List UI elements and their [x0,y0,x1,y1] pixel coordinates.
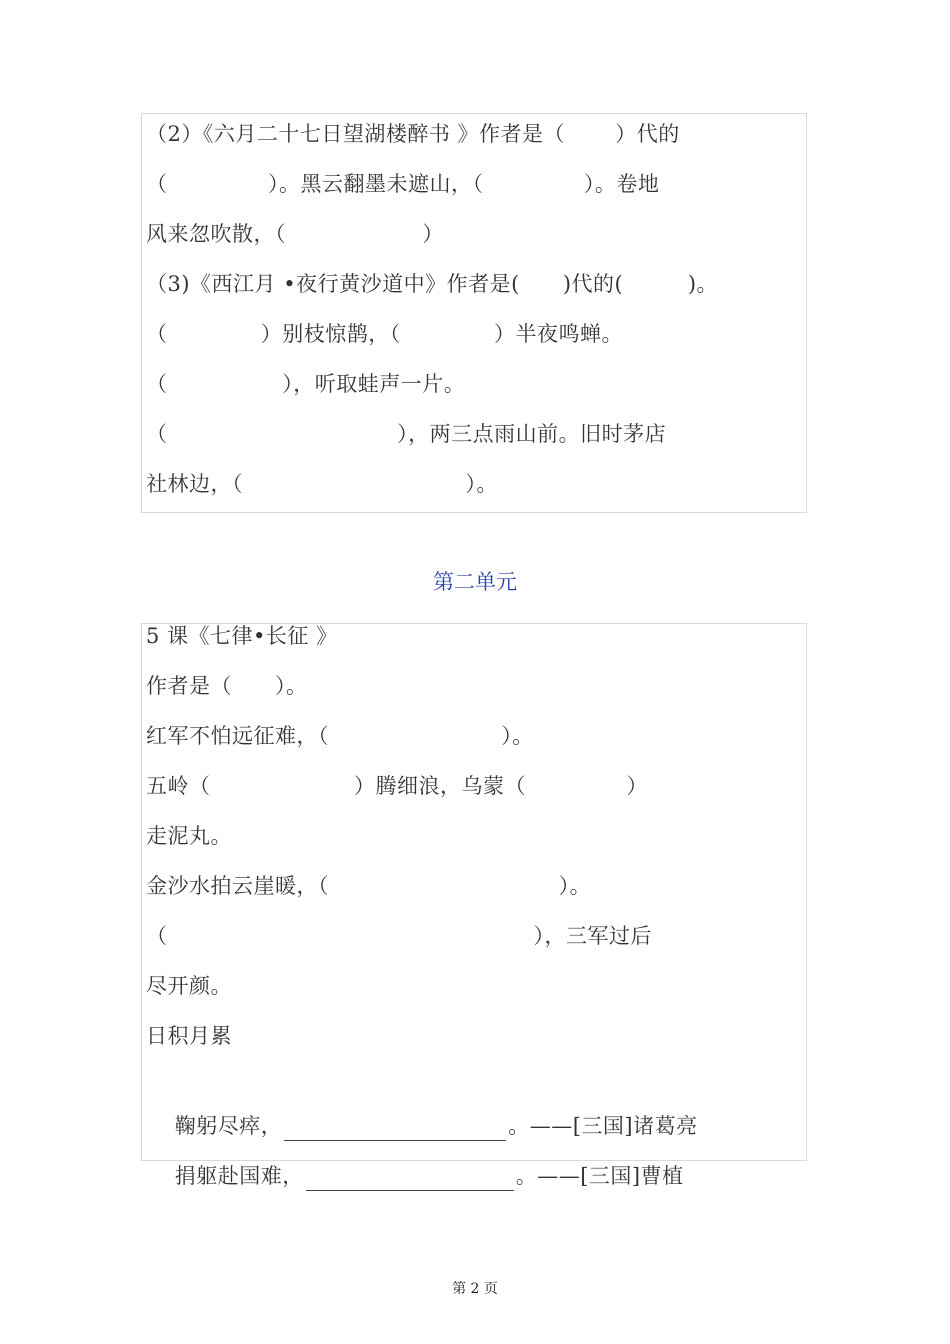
text-line: 走泥丸。 [146,824,232,848]
answer-blank[interactable] [306,1164,514,1191]
section-1-box [141,113,807,513]
text-line: 风来忽吹散，（ ） [146,222,444,246]
text-line: 五岭（ ）腾细浪，乌蒙（ ） [146,774,648,798]
lesson-title: 5 课《七律•长征 》 [146,624,338,648]
text-line: （ ），三军过后 [146,924,652,948]
text-line: 红军不怕远征难，（ ）。 [146,724,534,748]
page-number: 第 2 页 [452,1281,498,1297]
text-line: （ ），两三点雨山前。旧时茅店 [146,422,667,446]
fill-line-before: 捐躯赴国难， [174,1164,304,1188]
fill-line-before: 鞠躬尽瘁， [174,1114,283,1138]
fill-line [146,1116,684,1188]
text-line: 作者是（ ）。 [146,674,308,698]
text-line: （ ），听取蛙声一片。 [146,372,466,396]
unit-heading: 第二单元 [433,570,517,594]
text-line: 尽开颜。 [146,974,232,998]
text-line: （3)《西江月 •夜行黄沙道中》作者是( )代的( )。 [146,272,719,296]
fill-line [146,1066,698,1138]
text-line: （2）《六月二十七日望湖楼醉书 》作者是（ ）代的 [146,122,680,146]
text-line: （ ）。黑云翻墨未遮山，（ ）。卷地 [146,172,660,196]
section-2-box [141,623,807,1188]
fill-line-after: 。——[三国]诸葛亮 [508,1114,698,1138]
text-line: 金沙水拍云崖暖，（ ）。 [146,874,592,898]
subsection-title: 日积月累 [146,1024,232,1048]
fill-line-after: 。——[三国]曹植 [515,1164,684,1188]
text-line: 社林边，（ ）。 [146,472,498,496]
text-line: （ ）别枝惊鹊，（ ）半夜鸣蝉。 [146,322,624,346]
